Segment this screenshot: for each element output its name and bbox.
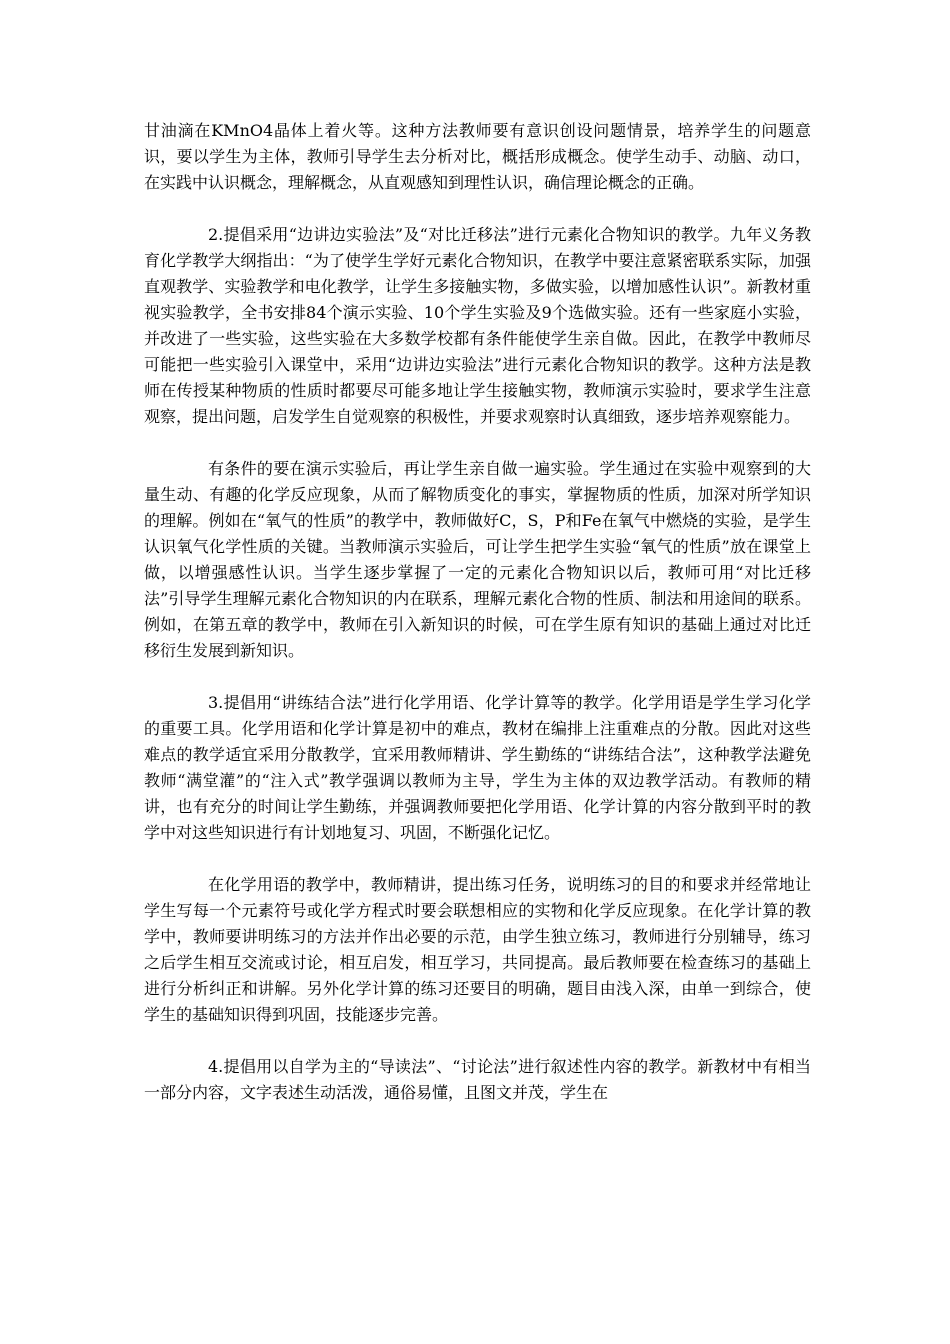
paragraph-4: 3.提倡用“讲练结合法”进行化学用语、化学计算等的教学。化学用语是学生学习化学的重要工具。化学用语和化学计算是初中的难点，教材在编排上注重难点的分散。因此对这些难点的教学适宜采用分散教学，宜采用教师精讲、学生勤练的“讲练结合法”，这种教学法避免教师“满堂灌”的“注入式”教学强调以教师为主导，学生为主体的双边教学活动。有教师的精讲，也有充分的时间让学生勤练，并强调教师要把化学用语、化学计算的内容分散到平时的教学中对这些知识进行有计划地复习、巩固，不断强化记忆。: [144, 693, 811, 842]
paragraph-5: 在化学用语的教学中，教师精讲，提出练习任务，说明练习的目的和要求并经常地让学生写每一个元素符号或化学方程式时要会联想相应的实物和化学反应现象。在化学计算的教学中，教师要讲明练习的方法并作出必要的示范，由学生独立练习，教师进行分别辅导，练习之后学生相互交流或讨论，相互启发，相互学习，共同提高。最后教师要在检查练习的基础上进行分析纠正和讲解。另外化学计算的练习还要目的明确，题目由浅入深，由单一到综合，使学生的基础知识得到巩固，技能逐步完善。: [144, 875, 811, 1024]
paragraph-1: 甘油滴在KMnO4晶体上着火等。这种方法教师要有意识创设问题情景，培养学生的问题意识，要以学生为主体，教师引导学生去分析对比，概括形成概念。使学生动手、动脑、动口，在实践中认识概念，理解概念，从直观感知到理性认识，确信理论概念的正确。: [144, 121, 811, 192]
paragraph-6: 4.提倡用以自学为主的“导读法”、“讨论法”进行叙述性内容的教学。新教材中有相当一部分内容，文字表述生动活泼，通俗易懂，且图文并茂，学生在: [144, 1057, 811, 1102]
paragraph-3: 有条件的要在演示实验后，再让学生亲自做一遍实验。学生通过在实验中观察到的大量生动、有趣的化学反应现象，从而了解物质变化的事实，掌握物质的性质，加深对所学知识的理解。例如在“氧气的性质”的教学中，教师做好C，S，P和Fe在氧气中燃烧的实验，是学生认识氧气化学性质的关键。当教师演示实验后，可让学生把学生实验“氧气的性质”放在课堂上做，以增强感性认识。当学生逐步掌握了一定的元素化合物知识以后，教师可用“对比迁移法”引导学生理解元素化合物知识的内在联系，理解元素化合物的性质、制法和用途间的联系。例如，在第五章的教学中，教师在引入新知识的时候，可在学生原有知识的基础上通过对比迁移衍生发展到新知识。: [144, 459, 811, 660]
document-page: [144, 118, 811, 1132]
paragraph-2: 2.提倡采用“边讲边实验法”及“对比迁移法”进行元素化合物知识的教学。九年义务教育化学教学大纲指出：“为了使学生学好元素化合物知识，在教学中要注意紧密联系实际，加强直观教学、实验教学和电化教学，让学生多接触实物，多做实验，以增加感性认识”。新教材重视实验教学，全书安排84个演示实验、10个学生实验及9个选做实验。还有一些家庭小实验，并改进了一些实验，这些实验在大多数学校都有条件能使学生亲自做。因此，在教学中教师尽可能把一些实验引入课堂中，采用“边讲边实验法”进行元素化合物知识的教学。这种方法是教师在传授某种物质的性质时都要尽可能多地让学生接触实物，教师演示实验时，要求学生注意观察，提出问题，启发学生自觉观察的积极性，并要求观察时认真细致，逐步培养观察能力。: [144, 225, 811, 426]
